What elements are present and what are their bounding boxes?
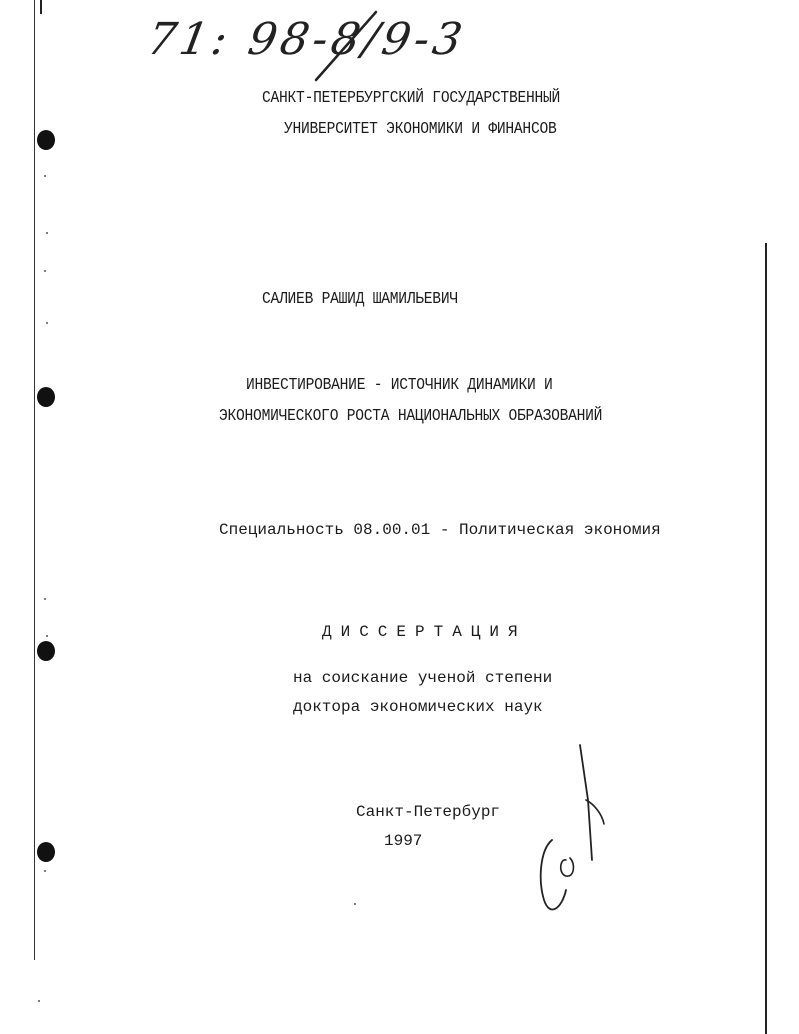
year: 1997: [384, 832, 423, 850]
city: Санкт-Петербург: [356, 803, 501, 821]
author-name: САЛИЕВ РАШИД ШАМИЛЬЕВИЧ: [262, 290, 458, 309]
institution-line-1: САНКТ-ПЕТЕРБУРГСКИЙ ГОСУДАРСТВЕННЫЙ: [262, 89, 561, 108]
punch-hole-1: [37, 130, 55, 150]
degree-purpose-line-1: на соискание ученой степени: [293, 669, 553, 687]
document-type-heading: ДИССЕРТАЦИЯ: [322, 623, 527, 641]
specialty-line: Специальность 08.00.01 - Политическая экономия: [219, 521, 661, 539]
institution-line-2: УНИВЕРСИТЕТ ЭКОНОМИКИ И ФИНАНСОВ: [284, 120, 557, 139]
scan-speck: [46, 322, 48, 324]
punch-hole-2: [37, 387, 55, 407]
thesis-title-line-2: ЭКОНОМИЧЕСКОГО РОСТА НАЦИОНАЛЬНЫХ ОБРАЗОВАНИЙ: [219, 407, 603, 426]
archive-shelf-number: [143, 10, 470, 90]
scan-left-mark: [40, 0, 42, 14]
scan-speck: [44, 598, 46, 600]
scan-speck: [354, 903, 356, 905]
scan-speck: [44, 175, 46, 177]
scan-speck: [46, 232, 48, 234]
scan-left-edge: [34, 0, 35, 960]
scan-speck: [46, 635, 48, 637]
thesis-title-line-1: ИНВЕСТИРОВАНИЕ - ИСТОЧНИК ДИНАМИКИ И: [246, 376, 553, 395]
scan-speck: [44, 870, 46, 872]
scan-right-edge: [765, 243, 767, 1034]
punch-hole-4: [37, 842, 55, 862]
degree-purpose-line-2: доктора экономических наук: [293, 698, 543, 716]
handwritten-signature: [530, 740, 620, 920]
handwritten-slash-stroke: [148, 10, 458, 90]
punch-hole-3: [37, 641, 55, 661]
archive-number-text: 71: 98-8/9-3: [143, 14, 470, 65]
scan-speck: [38, 1000, 40, 1002]
scan-speck: [44, 270, 46, 272]
